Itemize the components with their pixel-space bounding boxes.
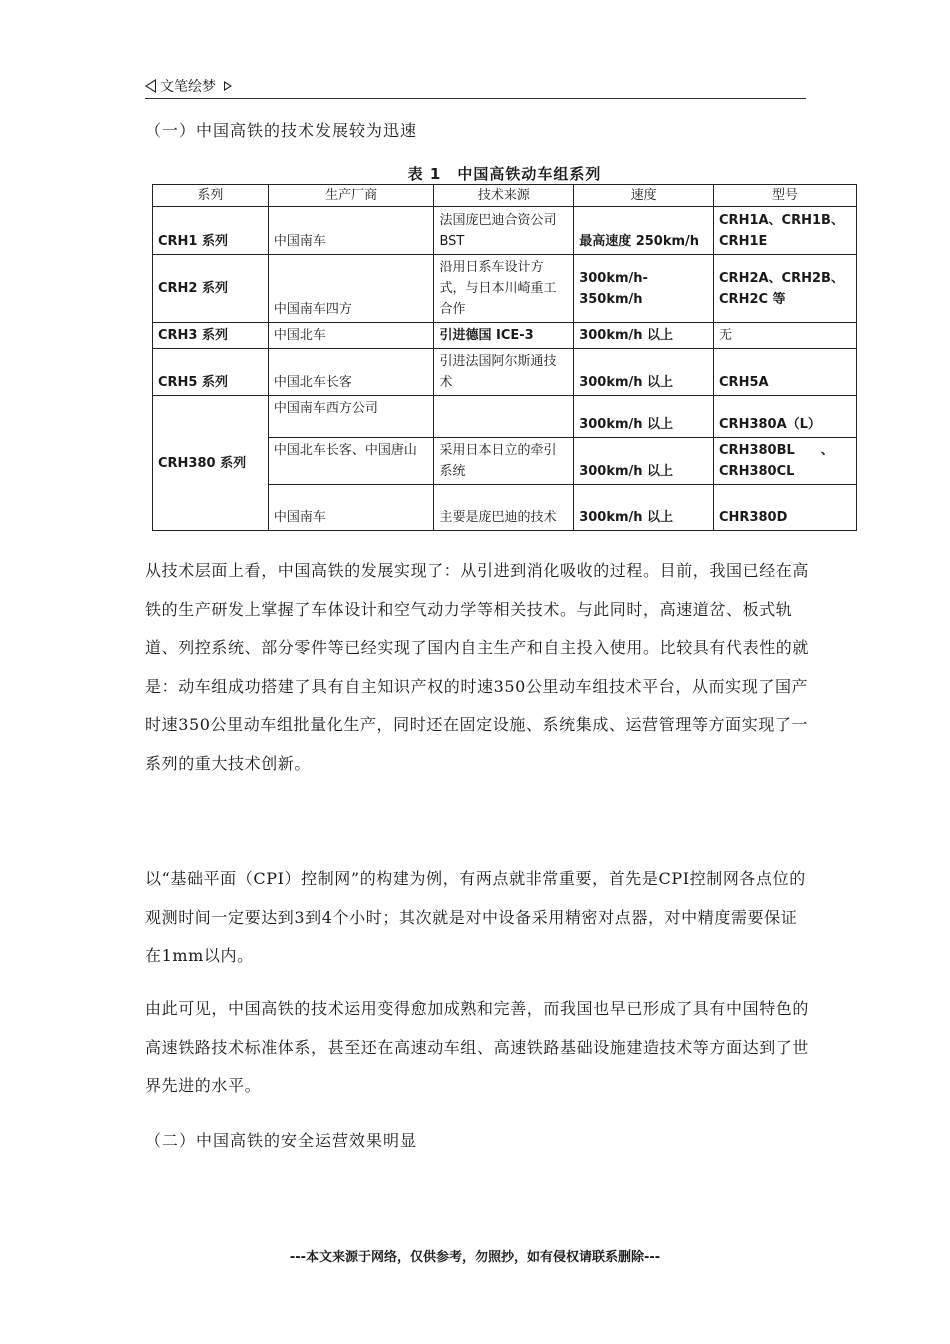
speed-cell: 最高速度 250km/h bbox=[574, 207, 714, 255]
series-cell: CRH3 系列 bbox=[153, 323, 269, 349]
model-cell: CRH380A（L） bbox=[714, 396, 857, 438]
maker-cell: 中国南车 bbox=[268, 207, 434, 255]
page-header bbox=[145, 74, 806, 99]
table-header-row bbox=[153, 185, 857, 207]
column-header: 生产厂商 bbox=[268, 185, 434, 207]
speed-cell: 300km/h 以上 bbox=[574, 485, 714, 531]
column-header: 速度 bbox=[574, 185, 714, 207]
maker-cell: 中国北车长客、中国唐山 bbox=[268, 438, 434, 485]
source-cell: 引进德国 ICE-3 bbox=[434, 323, 574, 349]
model-cell: CRH2A、CRH2B、CRH2C 等 bbox=[714, 255, 857, 323]
model-cell: CRH1A、CRH1B、CRH1E bbox=[714, 207, 857, 255]
speed-cell: 300km/h 以上 bbox=[574, 438, 714, 485]
source-cell bbox=[434, 396, 574, 438]
model-cell: CHR380D bbox=[714, 485, 857, 531]
footer-disclaimer: ---本文来源于网络，仅供参考，勿照抄，如有侵权请联系删除--- bbox=[289, 1250, 661, 1265]
maker-cell: 中国南车四方 bbox=[268, 255, 434, 323]
speed-cell: 300km/h-350km/h bbox=[574, 255, 714, 323]
column-header: 系列 bbox=[153, 185, 269, 207]
table-row bbox=[153, 207, 857, 255]
maker-cell: 中国南车西方公司 bbox=[268, 396, 434, 438]
train-series-table bbox=[152, 184, 857, 531]
series-cell: CRH380 系列 bbox=[153, 396, 269, 531]
triangle-right-icon bbox=[224, 81, 232, 91]
body-paragraph: 从技术层面上看，中国高铁的发展实现了：从引进到消化吸收的过程。目前，我国已经在高铁的生产研发上掌握了车体设计和空气动力学等相关技术。与此同时，高速道岔、板式轨道、列控系统、部分零件等已经实现了国内自主生产和自主投入使用。比较具有代表性的就是：动车组成功搭建了具有自主知识产权的时速350公里动车组技术平台，从而实现了国产时速350公里动车组批量化生产，同时还在固定设施、系统集成、运营管理等方面实现了一系列的重大技术创新。 bbox=[145, 561, 810, 773]
table-title: 表 1 中国高铁动车组系列 bbox=[407, 165, 602, 183]
section-heading-1: （一）中国高铁的技术发展较为迅速 bbox=[145, 121, 418, 140]
column-header: 型号 bbox=[714, 185, 857, 207]
source-cell: 法国庞巴迪合资公司 BST bbox=[434, 207, 574, 255]
section-heading-2: （二）中国高铁的安全运营效果明显 bbox=[145, 1131, 418, 1150]
table-row bbox=[153, 323, 857, 349]
table-row bbox=[153, 349, 857, 396]
maker-cell: 中国北车 bbox=[268, 323, 434, 349]
model-cell: CRH5A bbox=[714, 349, 857, 396]
source-cell: 采用日本日立的牵引系统 bbox=[434, 438, 574, 485]
speed-cell: 300km/h 以上 bbox=[574, 396, 714, 438]
source-cell: 主要是庞巴迪的技术 bbox=[434, 485, 574, 531]
brand-text: 文笔绘梦 bbox=[160, 79, 216, 95]
model-cell: 无 bbox=[714, 323, 857, 349]
triangle-left-icon bbox=[145, 79, 156, 93]
speed-cell: 300km/h 以上 bbox=[574, 349, 714, 396]
column-header: 技术来源 bbox=[434, 185, 574, 207]
series-cell: CRH5 系列 bbox=[153, 349, 269, 396]
brand-logo bbox=[145, 76, 232, 96]
source-cell: 沿用日系车设计方式，与日本川崎重工合作 bbox=[434, 255, 574, 323]
model-cell: CRH380BL 、CRH380CL bbox=[714, 438, 857, 485]
table-row bbox=[153, 396, 857, 438]
maker-cell: 中国北车长客 bbox=[268, 349, 434, 396]
source-cell: 引进法国阿尔斯通技术 bbox=[434, 349, 574, 396]
series-cell: CRH1 系列 bbox=[153, 207, 269, 255]
body-paragraph: 以“基础平面（CPI）控制网”的构建为例，有两点就非常重要，首先是CPI控制网各点位的观测时间一定要达到3到4个小时；其次就是对中设备采用精密对点器，对中精度需要保证在1mm以内。 bbox=[145, 869, 806, 965]
maker-cell: 中国南车 bbox=[268, 485, 434, 531]
table-row bbox=[153, 255, 857, 323]
series-cell: CRH2 系列 bbox=[153, 255, 269, 323]
speed-cell: 300km/h 以上 bbox=[574, 323, 714, 349]
body-paragraph: 由此可见，中国高铁的技术运用变得愈加成熟和完善，而我国也早已形成了具有中国特色的高速铁路技术标准体系，甚至还在高速动车组、高速铁路基础设施建造技术等方面达到了世界先进的水平。 bbox=[145, 999, 810, 1095]
